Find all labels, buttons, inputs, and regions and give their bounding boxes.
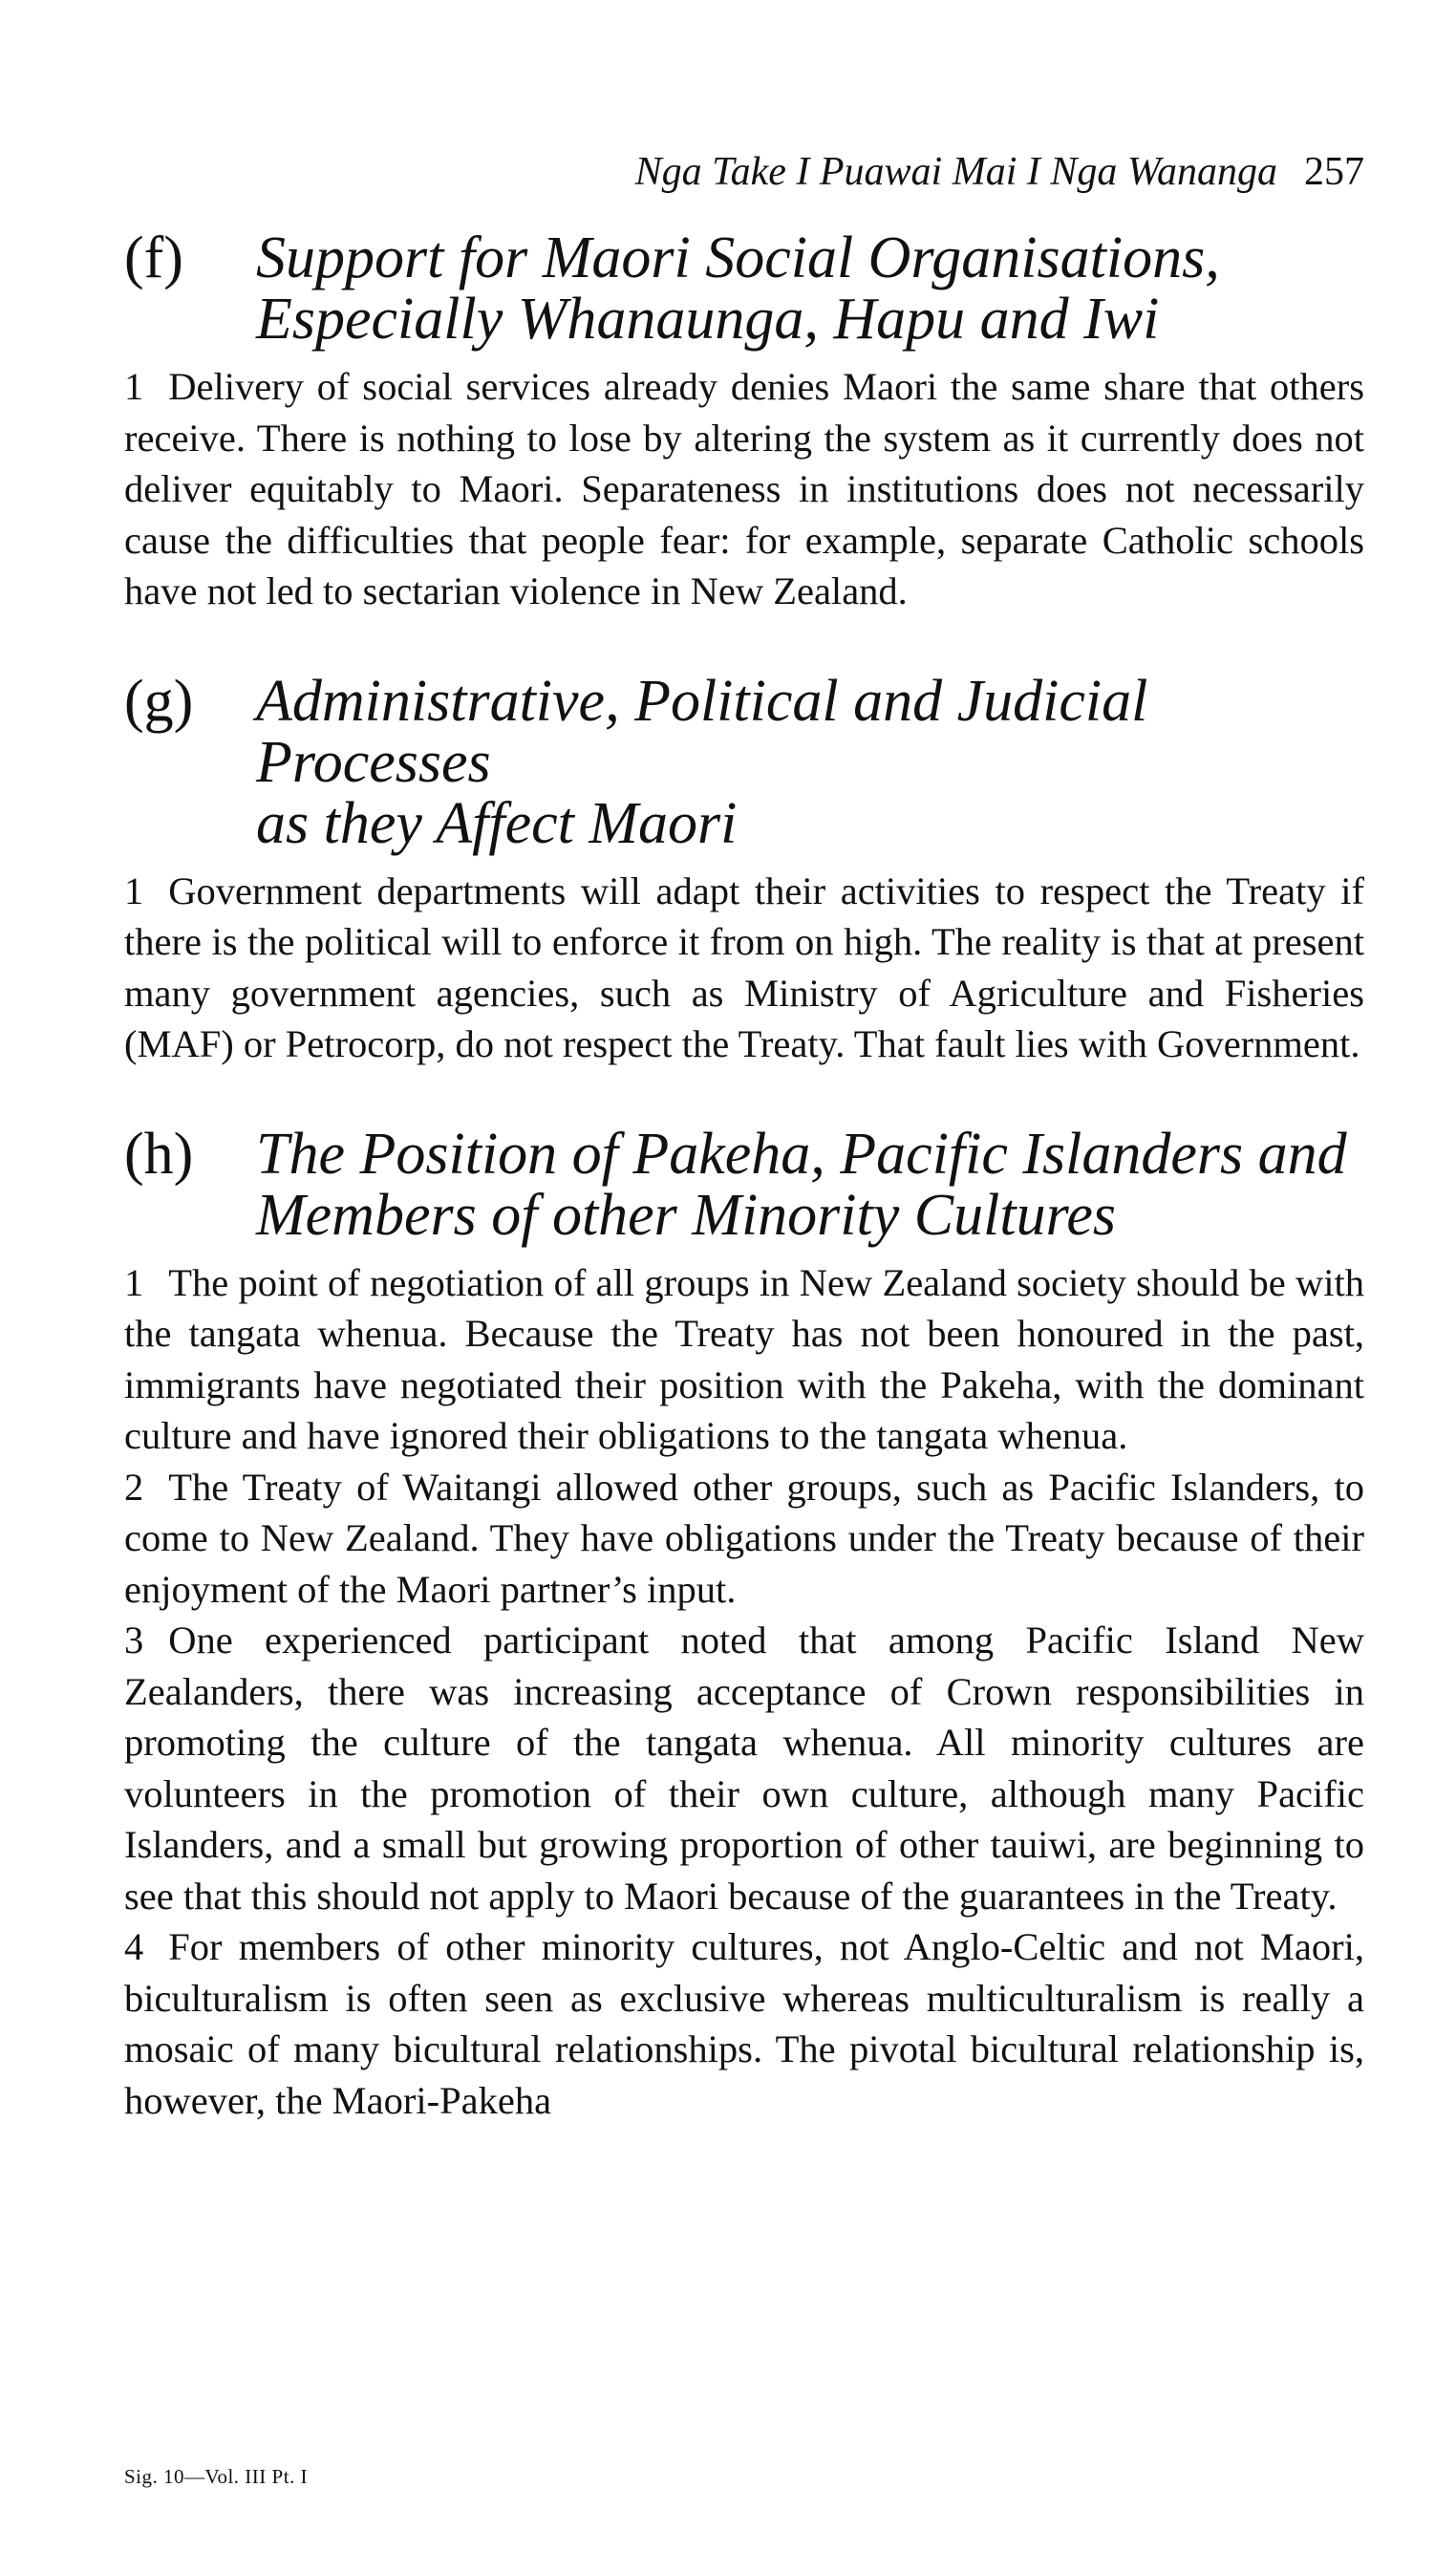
paragraph-number: 1 xyxy=(124,1260,144,1304)
paragraph-text: Government departments will adapt their activities to respect the Treaty if there is the political will to enforce it from on high. The reality is that at present many government agencies, such as Ministry of Agriculture and Fisheries (MAF) or Petrocorp, do not respect the Treaty. That fault lies with Government. xyxy=(124,868,1364,1065)
section-title xyxy=(256,1121,1364,1248)
paragraph-number: 2 xyxy=(124,1465,144,1509)
section-f xyxy=(124,227,1364,617)
section-g xyxy=(124,668,1364,1070)
section-h xyxy=(124,1121,1364,2127)
paragraph-number: 1 xyxy=(124,365,144,408)
section-letter: (h) xyxy=(124,1121,194,1187)
page-number: 257 xyxy=(1304,150,1364,194)
paragraph-number: 3 xyxy=(124,1619,144,1662)
page-body xyxy=(124,227,1364,2126)
signature-mark: Sig. 10—Vol. III Pt. I xyxy=(124,2465,309,2488)
section-letter: (g) xyxy=(124,668,194,734)
paragraph xyxy=(124,361,1364,617)
paragraph xyxy=(124,1921,1364,2126)
section-title-line: Administrative, Political and Judicial Processes xyxy=(256,668,1148,795)
section-title-line: The Position of Pakeha, Pacific Islanders and xyxy=(256,1121,1347,1187)
section-title xyxy=(256,227,1364,350)
paragraph xyxy=(124,1615,1364,1921)
paragraph-text: One experienced participant noted that among Pacific Island New Zealanders, there was increasing acceptance of Crown responsibilities in promoting the culture of the tangata whenua. All minority cultures are volunteers in the promotion of their own culture, although many Pacific Islanders, and a small but growing proportion of other tauiwi, are beginning to see that this should not apply to Maori because of the guarantees in the Treaty. xyxy=(124,1619,1364,1918)
paragraph-text: For members of other minority cultures, not Anglo-Celtic and not Maori, biculturalism is often seen as exclusive whereas multiculturalism is really a mosaic of many bicultural relationships. The pivotal bicultural relationship is, however, the Maori-Pakeha xyxy=(124,1925,1364,2122)
section-heading xyxy=(124,227,1364,350)
paragraph xyxy=(124,866,1364,1070)
paragraph-text: The point of negotiation of all groups in New Zealand society should be with the tangata whenua. Because the Treaty has not been honoured in the past, immigrants have negotiated their position with the Pakeha, with the dominant culture and have ignored their obligations to the tangata whenua. xyxy=(124,1260,1364,1457)
paragraph-number: 1 xyxy=(124,868,144,912)
section-letter: (f) xyxy=(124,225,183,290)
section-title xyxy=(256,668,1364,856)
section-title-line: Members of other Minority Cultures xyxy=(256,1182,1117,1248)
paragraph-number: 4 xyxy=(124,1925,144,1968)
section-heading xyxy=(124,1121,1364,1248)
section-title-line: Support for Maori Social Organisations, xyxy=(256,225,1220,290)
section-title-line: as they Affect Maori xyxy=(256,790,738,856)
section-title-line: Especially Whanaunga, Hapu and Iwi xyxy=(256,287,1160,352)
paragraph xyxy=(124,1462,1364,1616)
paragraph-text: The Treaty of Waitangi allowed other groups, such as Pacific Islanders, to come to New Zealand. They have obligations under the Treaty because of their enjoyment of the Maori partner’s input. xyxy=(124,1465,1364,1611)
paragraph xyxy=(124,1257,1364,1462)
running-title: Nga Take I Puawai Mai I Nga Wananga xyxy=(634,150,1277,194)
running-head xyxy=(124,143,1364,201)
section-heading xyxy=(124,668,1364,856)
paragraph-text: Delivery of social services already denies Maori the same share that others receive. There is nothing to lose by altering the system as it currently does not deliver equitably to Maori. Separateness in institutions does not necessarily cause the difficulties that people fear: for example, separate Catholic schools have not led to sectarian violence in New Zealand. xyxy=(124,365,1364,612)
